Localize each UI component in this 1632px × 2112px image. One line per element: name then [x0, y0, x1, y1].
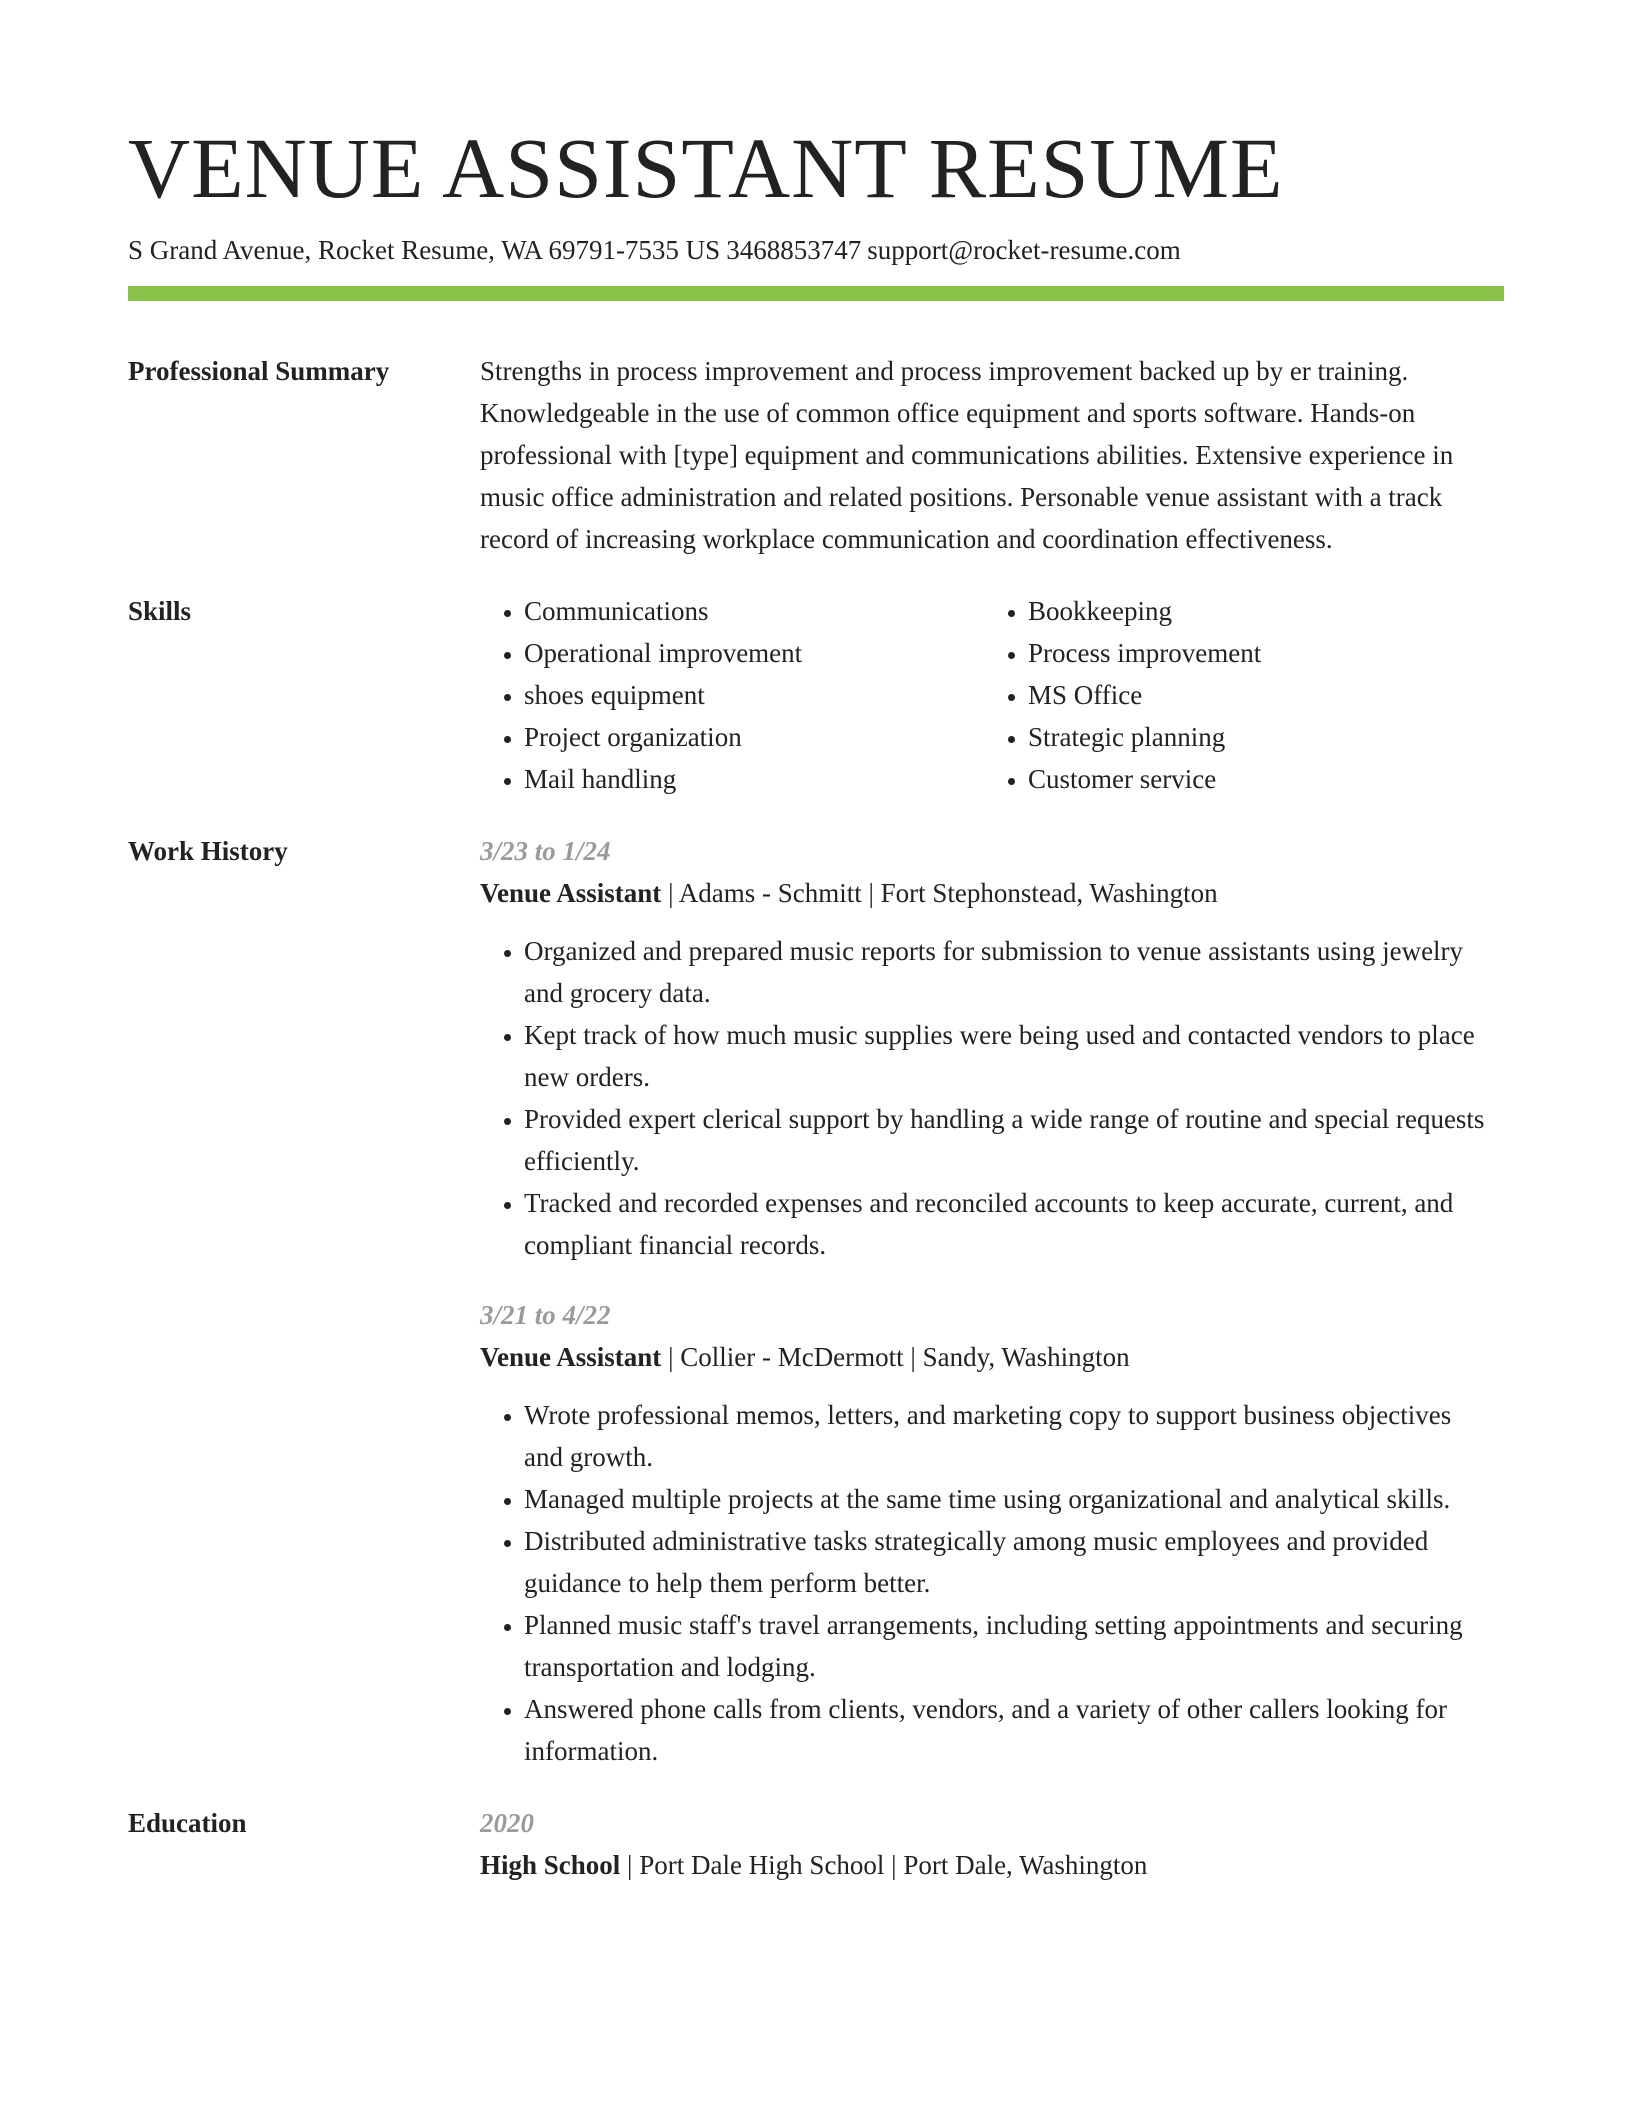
education-details: | Port Dale High School | Port Dale, Washington [620, 1850, 1148, 1880]
skills-list-left [480, 590, 984, 800]
summary-body [480, 350, 1504, 560]
resume-sections [128, 350, 1504, 1916]
job-bullets [480, 1394, 1490, 1772]
job-bullet: • Kept track of how much music supplies were being used and contacted vendors to place new orders. [524, 1014, 1490, 1098]
skills-grid [480, 590, 1488, 800]
job-bullet: • Distributed administrative tasks strategically among music employees and provided guidance to help them perform better. [524, 1520, 1490, 1604]
education-heading: Education [128, 1808, 247, 1838]
skills-section [128, 590, 1504, 800]
skill-item: • Project organization [524, 716, 984, 758]
skill-item: • shoes equipment [524, 674, 984, 716]
skill-item: • Process improvement [1028, 632, 1488, 674]
job-bullet: • Wrote professional memos, letters, and marketing copy to support business objectives and growth. [524, 1394, 1490, 1478]
education-line [480, 1844, 1504, 1886]
job-details: | Adams - Schmitt | Fort Stephonstead, Washington [661, 878, 1218, 908]
job-entry [480, 1294, 1504, 1772]
work-history-body [480, 830, 1504, 1772]
job-role-line [480, 1336, 1504, 1378]
job-bullet: • Tracked and recorded expenses and reconciled accounts to keep accurate, current, and compliant financial records. [524, 1182, 1490, 1266]
skill-item: • Strategic planning [1028, 716, 1488, 758]
resume-title: VENUE ASSISTANT RESUME [128, 120, 1284, 216]
skills-body [480, 590, 1504, 800]
job-bullets [480, 930, 1490, 1266]
accent-divider [128, 286, 1504, 301]
email: support@rocket-resume.com [867, 235, 1181, 265]
work-history-heading: Work History [128, 836, 288, 866]
summary-heading: Professional Summary [128, 356, 390, 386]
skills-list-right [984, 590, 1488, 800]
skill-item: • MS Office [1028, 674, 1488, 716]
job-bullet: • Managed multiple projects at the same time using organizational and analytical skills. [524, 1478, 1490, 1520]
job-entry [480, 830, 1504, 1266]
job-bullet: • Planned music staff's travel arrangements, including setting appointments and securing transportation and lodging. [524, 1604, 1490, 1688]
skill-item: • Operational improvement [524, 632, 984, 674]
summary-text: Strengths in process improvement and process improvement backed up by er training. Knowledgeable in the use of common office equipment and sports software. Hands-on professional with [type] equipment and communications abilities. Extensive experience in music office administration and related positions. Personable venue assistant with a track record of increasing workplace communication and coordination effectiveness. [480, 356, 1454, 554]
job-bullet: • Organized and prepared music reports for submission to venue assistants using jewelry and grocery data. [524, 930, 1490, 1014]
contact-line [128, 232, 1181, 268]
job-bullet: • Answered phone calls from clients, vendors, and a variety of other callers looking for information. [524, 1688, 1490, 1772]
education-degree: High School [480, 1850, 621, 1880]
job-dates: 3/21 to 4/22 [480, 1300, 611, 1330]
summary-section [128, 350, 1504, 560]
job-title: Venue Assistant [480, 878, 662, 908]
skill-item: • Mail handling [524, 758, 984, 800]
job-role-line [480, 872, 1504, 914]
job-dates: 3/23 to 1/24 [480, 836, 611, 866]
job-details: | Collier - McDermott | Sandy, Washington [661, 1342, 1130, 1372]
job-bullet: • Provided expert clerical support by handling a wide range of routine and special requests efficiently. [524, 1098, 1490, 1182]
address: S Grand Avenue, Rocket Resume, WA 69791-7535 US [128, 235, 721, 265]
education-body [480, 1802, 1504, 1886]
work-history-section [128, 830, 1504, 1772]
skill-item: • Customer service [1028, 758, 1488, 800]
skill-item: • Bookkeeping [1028, 590, 1488, 632]
skills-heading: Skills [128, 596, 192, 626]
job-title: Venue Assistant [480, 1342, 662, 1372]
education-section [128, 1802, 1504, 1886]
education-year: 2020 [480, 1808, 534, 1838]
phone: 3468853747 [726, 235, 862, 265]
skill-item: • Communications [524, 590, 984, 632]
